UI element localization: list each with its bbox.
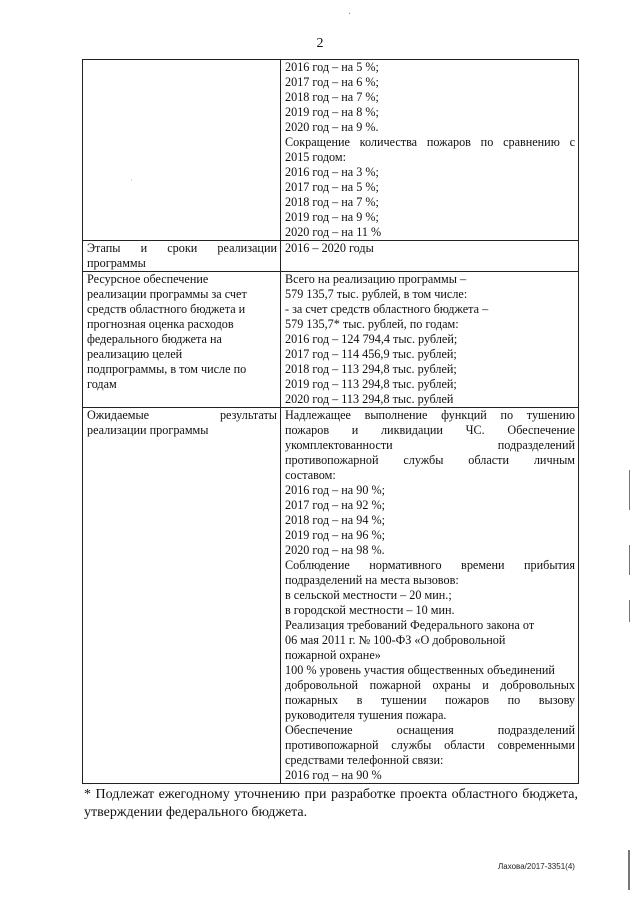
funding-line: 2016 год – 124 794,4 тыс. рублей; bbox=[285, 332, 458, 346]
row1-left-cell bbox=[83, 60, 281, 241]
funding-line: 579 135,7 тыс. рублей, в том числе: bbox=[285, 287, 468, 301]
resource-label-line: подпрограммы, в том числе по bbox=[87, 362, 247, 376]
passport-table bbox=[82, 59, 579, 784]
list-item: 2019 год – на 96 %; bbox=[285, 528, 385, 542]
table-row bbox=[83, 60, 579, 241]
results-text-line: средствами телефонной связи: bbox=[285, 753, 444, 767]
resource-label-line: реализации программы за счет bbox=[87, 287, 247, 301]
resource-label-line: реализацию целей bbox=[87, 347, 183, 361]
scan-edge-mark bbox=[629, 545, 630, 575]
results-text-line: подразделений на места вызовов: bbox=[285, 573, 459, 587]
funding-line: 2017 год – 114 456,9 тыс. рублей; bbox=[285, 347, 457, 361]
list-item: 2018 год – на 94 %; bbox=[285, 513, 385, 527]
scan-edge-mark bbox=[629, 600, 630, 622]
funding-line: 2018 год – 113 294,8 тыс. рублей; bbox=[285, 362, 457, 376]
row2-right-cell bbox=[281, 241, 579, 272]
results-text-line: руководителя тушения пожара. bbox=[285, 708, 447, 722]
list-item: в городской местности – 10 мин. bbox=[285, 603, 455, 617]
results-text-line: 06 мая 2011 г. № 100-ФЗ «О добровольной bbox=[285, 633, 506, 647]
results-text-line: Реализация требований Федерального закона от bbox=[285, 618, 535, 632]
results-text-line: составом: bbox=[285, 468, 336, 482]
list-item: 2019 год – на 8 %; bbox=[285, 105, 379, 119]
list-item: 2016 год – на 3 %; bbox=[285, 165, 379, 179]
list-item: 2016 год – на 5 %; bbox=[285, 60, 379, 74]
list-item: 2016 год – на 90 %; bbox=[285, 483, 385, 497]
results-label-end: реализации программы bbox=[87, 423, 209, 437]
results-label: Ожидаемые результаты bbox=[87, 408, 277, 422]
list-item: 2020 год – на 9 %. bbox=[285, 120, 379, 134]
results-text-line: пожаров и ликвидации ЧС. Обеспечение bbox=[285, 423, 575, 437]
row2-left-cell bbox=[83, 241, 281, 272]
resource-label-line: Ресурсное обеспечение bbox=[87, 272, 209, 286]
list-item: 2017 год – на 92 %; bbox=[285, 498, 385, 512]
resource-label-line: средств областного бюджета и bbox=[87, 302, 246, 316]
list-item: 2018 год – на 7 %; bbox=[285, 90, 379, 104]
list-item: 2019 год – на 9 %; bbox=[285, 210, 379, 224]
results-text-line: добровольной пожарной охраны и добровольных bbox=[285, 678, 575, 692]
funding-line: - за счет средств областного бюджета – bbox=[285, 302, 489, 316]
list-item: 2017 год – на 5 %; bbox=[285, 180, 379, 194]
resource-label-line: прогнозная оценка расходов bbox=[87, 317, 234, 331]
row3-left-cell bbox=[83, 272, 281, 408]
table-row bbox=[83, 241, 579, 272]
resource-label-line: годам bbox=[87, 377, 117, 391]
table-row bbox=[83, 272, 579, 408]
list-item: 2020 год – на 98 %. bbox=[285, 543, 385, 557]
funding-line: 579 135,7* тыс. рублей, по годам: bbox=[285, 317, 459, 331]
results-text-line: противопожарной службы области современными bbox=[285, 738, 575, 752]
list-item: 2017 год – на 6 %; bbox=[285, 75, 379, 89]
row4-right-cell bbox=[281, 408, 579, 784]
stages-label-end: программы bbox=[87, 256, 146, 270]
list-item: в сельской местности – 20 мин.; bbox=[285, 588, 452, 602]
results-text-line: противопожарной службы области личным bbox=[285, 453, 575, 467]
scan-edge-mark bbox=[629, 470, 630, 510]
row4-left-cell bbox=[83, 408, 281, 784]
results-text-line: Соблюдение нормативного времени прибытия bbox=[285, 558, 575, 572]
funding-line: 2020 год – 113 294,8 тыс. рублей bbox=[285, 392, 454, 406]
reduction-heading-end: 2015 годом: bbox=[285, 150, 347, 164]
funding-line: 2019 год – 113 294,8 тыс. рублей; bbox=[285, 377, 457, 391]
document-stamp: Лахова/2017-3351(4) bbox=[498, 862, 575, 871]
results-text-line: укомплектованности подразделений bbox=[285, 438, 575, 452]
scan-speck: · bbox=[130, 176, 133, 185]
stages-label: Этапы и сроки реализации bbox=[87, 241, 277, 255]
scan-speck: · bbox=[348, 9, 352, 20]
results-text-line: пожарных в тушении пожаров по вызову bbox=[285, 693, 575, 707]
list-item: 2016 год – на 90 % bbox=[285, 768, 382, 782]
list-item: 2020 год – на 11 % bbox=[285, 225, 382, 239]
footnote: * Подлежат ежегодному уточнению при разработке проекта областного бюджета, утверждении федерального бюджета. bbox=[84, 787, 578, 820]
scan-edge-mark bbox=[628, 850, 630, 890]
stages-value: 2016 – 2020 годы bbox=[285, 241, 374, 255]
results-text-line: 100 % уровень участия общественных объединений bbox=[285, 663, 555, 677]
resource-label-line: федерального бюджета на bbox=[87, 332, 222, 346]
page-number: 2 bbox=[316, 36, 324, 51]
reduction-heading: Сокращение количества пожаров по сравнению с bbox=[285, 135, 575, 149]
funding-line: Всего на реализацию программы – bbox=[285, 272, 467, 286]
row1-right-cell bbox=[281, 60, 579, 241]
table-row bbox=[83, 408, 579, 784]
row3-right-cell bbox=[281, 272, 579, 408]
results-text-line: Надлежащее выполнение функций по тушению bbox=[285, 408, 575, 422]
results-text-line: Обеспечение оснащения подразделений bbox=[285, 723, 575, 737]
list-item: 2018 год – на 7 %; bbox=[285, 195, 379, 209]
results-text-line: пожарной охране» bbox=[285, 648, 381, 662]
